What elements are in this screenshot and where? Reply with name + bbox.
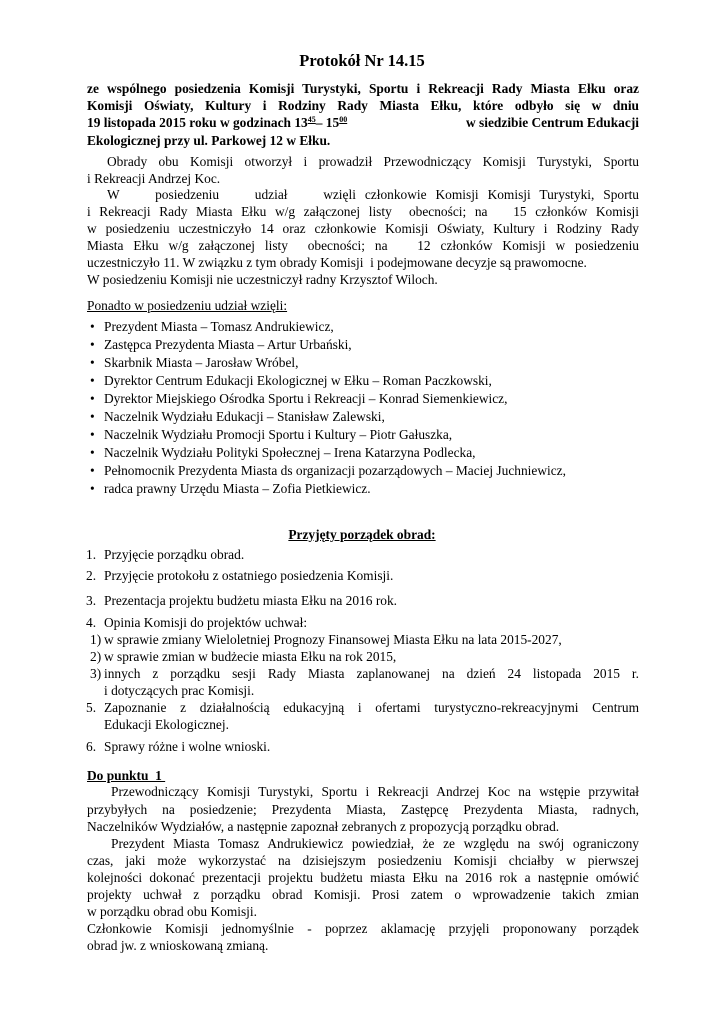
bullet-icon: •: [90, 409, 95, 424]
bullet-icon: •: [90, 373, 95, 388]
guest-item: Zastępca Prezydenta Miasta – Artur Urbański,: [104, 337, 352, 352]
bullet-icon: •: [90, 481, 95, 496]
agenda-item: Przyjęcie porządku obrad.: [104, 547, 245, 562]
point1-heading: Do punktu 1: [87, 768, 166, 783]
agenda-item: Zapoznanie z działalnością edukacyjną i ofertami turystyczno-rekreacyjnymi Centrum: [104, 700, 639, 715]
agenda-item-continuation: Edukacji Ekologicznej.: [104, 717, 229, 732]
agenda-item: Przyjęcie protokołu z ostatniego posiedzenia Komisji.: [104, 568, 394, 583]
agenda-item-number: 4.: [86, 615, 97, 630]
agenda-subitem: w sprawie zmian w budżecie miasta Ełku na rok 2015,: [104, 649, 397, 664]
agenda-subitem-number: 3): [90, 666, 102, 681]
intro-date-line: [87, 114, 639, 131]
guest-item: Naczelnik Wydziału Polityki Społecznej – Irena Katarzyna Podlecka,: [104, 445, 476, 460]
agenda-item-number: 3.: [86, 593, 97, 608]
guest-item: Dyrektor Miejskiego Ośrodka Sportu i Rekreacji – Konrad Siemenkiewicz,: [104, 391, 508, 406]
intro-time-end-minutes: 00: [339, 115, 348, 124]
bullet-icon: •: [90, 319, 95, 334]
bullet-icon: •: [90, 337, 95, 352]
agenda-subitem: innych z porządku sesji Rady Miasta zaplanowanej na dzień 24 listopada 2015 r.: [104, 666, 639, 681]
point1-para1-line: Przewodniczący Komisji Turystyki, Sportu i Rekreacji Andrzej Koc na wstępie przywitał: [111, 784, 639, 799]
intro-date-dash: – 15: [315, 115, 340, 130]
point1-para2-line: projekty uchwał z porządku obrad Komisji. Prosi zatem o wprowadzenie takich zmian: [87, 887, 639, 902]
point1-para3-line: Członkowie Komisji jednomyślnie - poprzez aklamację przyjęli proponowany porządek: [87, 921, 639, 936]
intro-date-after: w siedzibie Centrum Edukacji: [466, 115, 639, 130]
agenda-subitem-number: 1): [90, 632, 102, 647]
bullet-icon: •: [90, 463, 95, 478]
intro-time-start-minutes: 45: [307, 115, 316, 124]
guest-item: Naczelnik Wydziału Edukacji – Stanisław Zalewski,: [104, 409, 385, 424]
attendance-line: i Rekreacji Rady Miasta Ełku w/g załączonej listy obecności; na 15 członków Komisji: [87, 204, 639, 219]
agenda-subitem-continuation: i dotyczących prac Komisji.: [104, 683, 255, 698]
agenda-item-number: 2.: [86, 568, 97, 583]
agenda-item: Prezentacja projektu budżetu miasta Ełku na 2016 rok.: [104, 593, 398, 608]
bullet-icon: •: [90, 445, 95, 460]
guest-item: Prezydent Miasta – Tomasz Andrukiewicz,: [104, 319, 334, 334]
point1-para2-line: czas, jaki może wykorzystać na dzisiejszym posiedzeniu Komisji chciałby w pierwszej: [87, 853, 639, 868]
intro-line: Komisji Oświaty, Kultury i Rodziny Rady Miasta Ełku, które odbyło się w dniu: [87, 98, 639, 113]
point1-para1-line: przybyłych na posiedzenie; Prezydenta Miasta, Zastępcę Prezydenta Miasta, radnych,: [87, 802, 639, 817]
bullet-icon: •: [90, 427, 95, 442]
agenda-subitem-number: 2): [90, 649, 102, 664]
guest-item: Dyrektor Centrum Edukacji Ekologicznej w Ełku – Roman Paczkowski,: [104, 373, 492, 388]
agenda-item-number: 5.: [86, 700, 97, 715]
guest-item: Naczelnik Wydziału Promocji Sportu i Kultury – Piotr Gałuszka,: [104, 427, 453, 442]
intro-line: Ekologicznej przy ul. Parkowej 12 w Ełku.: [87, 133, 331, 148]
guest-item: Skarbnik Miasta – Jarosław Wróbel,: [104, 355, 299, 370]
agenda-item-number: 1.: [86, 547, 97, 562]
agenda-heading: Przyjęty porządek obrad:: [288, 527, 436, 542]
bullet-icon: •: [90, 355, 95, 370]
attendance-line: W posiedzeniu udział wzięli członkowie Komisji Komisji Turystyki, Sportu: [107, 187, 639, 202]
intro-line: ze wspólnego posiedzenia Komisji Turystyki, Sportu i Rekreacji Rady Miasta Ełku oraz: [87, 81, 639, 96]
point1-para3-line: obrad jw. z wnioskowaną zmianą.: [87, 938, 269, 953]
agenda-subitem: w sprawie zmiany Wieloletniej Prognozy Finansowej Miasta Ełku na lata 2015-2027,: [104, 632, 562, 647]
intro-date-before: 19 listopada 2015 roku w godzinach 13: [87, 115, 308, 130]
opening-line: i Rekreacji Andrzej Koc.: [87, 171, 221, 186]
attendance-line: W posiedzeniu Komisji nie uczestniczył radny Krzysztof Wiloch.: [87, 272, 438, 287]
attendance-line: w posiedzeniu uczestniczyło 14 oraz członkowie Komisji Oświaty, Kultury i Rodziny Rady: [87, 221, 639, 236]
guests-heading: Ponadto w posiedzeniu udział wzięli:: [87, 298, 288, 313]
bullet-icon: •: [90, 391, 95, 406]
point1-para1-line: Naczelników Wydziałów, a następnie zapoznał zebranych z propozycją porządku obrad.: [87, 819, 560, 834]
point1-para2-line: w porządku obrad obu Komisji.: [87, 904, 257, 919]
agenda-item: Opinia Komisji do projektów uchwał:: [104, 615, 308, 630]
attendance-line: uczestniczyło 11. W związku z tym obrady Komisji i podejmowane decyzje są prawomocne.: [87, 255, 587, 270]
point1-para2-line: kolejności dokonać prezentacji projektu budżetu miasta Ełku na 2016 rok a następnie omówić: [87, 870, 639, 885]
opening-line: Obrady obu Komisji otworzył i prowadził Przewodniczący Komisji Turystyki, Sportu: [107, 154, 639, 169]
agenda-item-number: 6.: [86, 739, 97, 754]
guest-item: radca prawny Urzędu Miasta – Zofia Pietkiewicz.: [104, 481, 371, 496]
attendance-line: Miasta Ełku w/g załączonej listy obecności; na 12 członków Komisji w posiedzeniu: [87, 238, 639, 253]
guest-item: Pełnomocnik Prezydenta Miasta ds organizacji pozarządowych – Maciej Juchniewicz,: [104, 463, 566, 478]
agenda-item: Sprawy różne i wolne wnioski.: [104, 739, 271, 754]
point1-para2-line: Prezydent Miasta Tomasz Andrukiewicz powiedział, że ze względu na swój ograniczony: [111, 836, 639, 851]
document-title: Protokół Nr 14.15: [299, 51, 425, 70]
